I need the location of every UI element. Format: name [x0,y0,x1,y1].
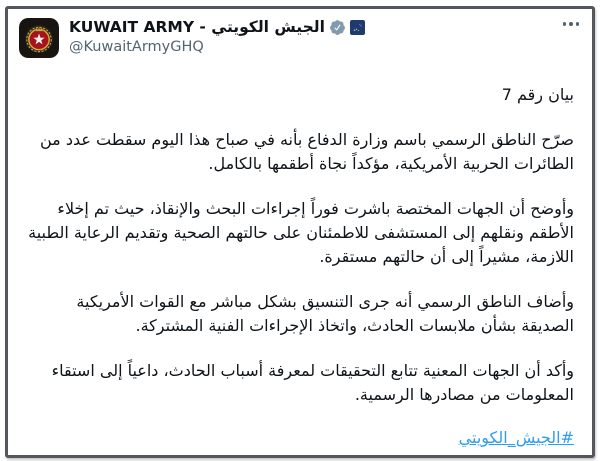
verified-badge-icon [329,19,346,36]
tweet-header [19,18,581,58]
more-button[interactable] [561,18,582,30]
more-dots-icon [569,22,573,26]
paragraph-investigation: وأكد أن الجهات المعنية تتابع التحقيقات لمعرفة أسباب الحادث، داعياً إلى استقاء المعلومات من مصادرها الرسمية. [51,361,574,404]
paragraph-us-coordination: وأضاف الناطق الرسمي أنه جرى التنسيق بشكل مباشر مع القوات الأمريكية الصديقة بشأن ملابسات الحادث، واتخاذ الإجراءات الفنية المشتركة. [76,292,574,335]
handle[interactable]: @KuwaitArmyGHQ [69,39,204,55]
kuwait-army-emblem-icon [19,18,59,58]
paragraph-rescue-operations: وأوضح أن الجهات المختصة باشرت فوراً إجراءات البحث والإنقاذ، حيث تم إخلاء الأطقم ونقلهم إلى المستشفى للاطمئنان على حالتهم الصحية وتقديم الرعاية الطبية اللازمة، مشيراً إلى أن حالتهم مستقرة. [28,199,574,266]
avatar[interactable] [19,18,59,58]
display-name[interactable]: KUWAIT ARMY - الجيش الكويتي [69,18,325,36]
statement-number-line: بيان رقم 7 [501,85,574,104]
name-row [69,18,365,36]
tweet-text [19,83,581,450]
navy-emblem-emoji-icon [350,20,365,35]
tweet-card [5,6,595,458]
hashtag-link[interactable]: #الجيش_الكويتي [458,428,574,447]
paragraph-crash-announcement: صرّح الناطق الرسمي باسم وزارة الدفاع بأنه في صباح هذا اليوم سقطت عدد من الطائرات الحربية الأمريكية، مؤكداً نجاة أطقمها بالكامل. [40,130,574,173]
more-dots-icon [576,22,580,26]
more-dots-icon [563,22,567,26]
author-block [69,18,365,55]
